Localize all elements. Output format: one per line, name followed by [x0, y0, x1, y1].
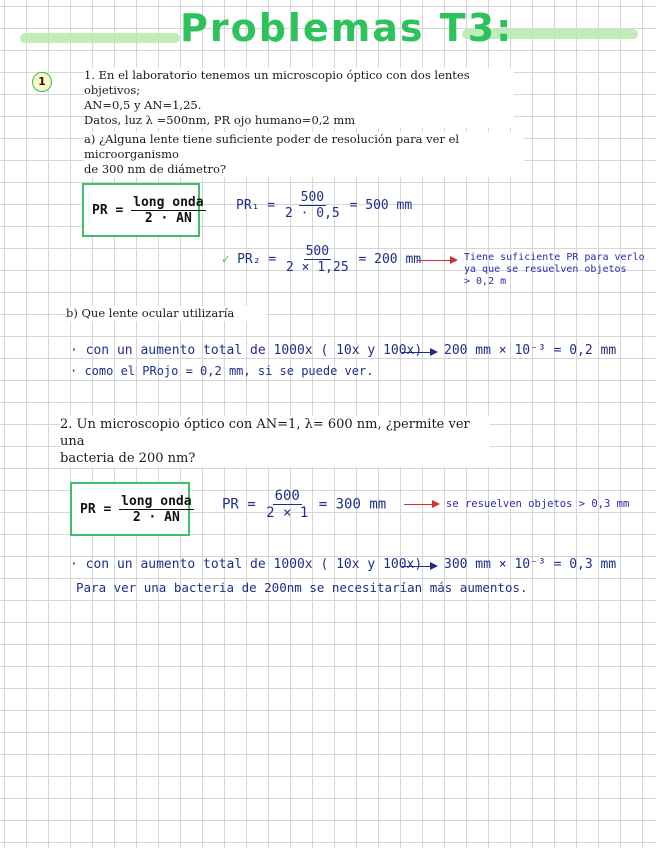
problem2-statement	[60, 416, 490, 467]
formula2-lhs: PR =	[80, 502, 112, 517]
answer2-line2: Para ver una bacteria de 200nm se necesitarían más aumentos.	[76, 580, 528, 595]
formula-box-2	[70, 482, 190, 536]
problem2-line1: 2. Un microscopio óptico con AN=1, λ= 600 nm, ¿permite ver una	[60, 417, 470, 449]
pr1-result: = 500 mm	[349, 198, 413, 213]
answer-b-calc: 200 mm × 10⁻³ = 0,2 mm	[444, 343, 617, 358]
pr3-fraction	[264, 488, 310, 521]
pr2-note-line1: Tiene suficiente PR para verlo	[464, 252, 645, 263]
formula1-numerator: long onda	[133, 195, 204, 210]
arrow-right-icon	[418, 260, 456, 261]
pr2-lhs: PR₂ =	[237, 252, 277, 267]
pr2-result: = 200 mm	[358, 252, 422, 267]
arrow-right-icon	[402, 566, 436, 567]
problem2-line2: bacteria de 200 nm?	[60, 451, 196, 466]
pr3-denominator: 2 × 1	[266, 505, 309, 521]
problem1-line3: Datos, luz λ =500nm, PR ojo humano=0,2 mm	[84, 113, 356, 127]
pr2-note-line3: > 0,2 m	[464, 276, 507, 287]
pr3-equation	[222, 488, 386, 521]
pr3-result: = 300 mm	[318, 496, 387, 513]
question-a-line1: a) ¿Alguna lente tiene suficiente poder de resolución para ver el microorganismo	[84, 132, 460, 161]
formula2-denominator: 2 · AN	[132, 510, 180, 525]
problem1-line2: AN=0,5 y AN=1,25.	[84, 98, 202, 112]
question-b: b) Que lente ocular utilizaría	[66, 306, 266, 321]
arrow-right-icon	[404, 504, 438, 505]
pr3-lhs: PR =	[222, 496, 256, 513]
formula2-numerator: long onda	[121, 494, 192, 509]
pr3-note: se resuelven objetos > 0,3 mm	[446, 498, 630, 510]
question-a-line2: de 300 nm de diámetro?	[84, 162, 227, 176]
formula2-fraction	[119, 494, 193, 525]
formula1-fraction	[131, 195, 205, 226]
pr2-denominator: 2 × 1,25	[286, 260, 349, 275]
problem-number-badge: 1	[32, 72, 52, 92]
arrow-right-icon	[402, 352, 436, 353]
answer2-line1: · con un aumento total de 1000x ( 10x y 100x)	[70, 557, 423, 572]
pr1-numerator: 500	[300, 190, 325, 205]
pr2-note-line2: ya que se resuelven objetos	[464, 264, 627, 275]
question-a	[84, 132, 524, 177]
pr2-note	[464, 252, 645, 288]
formula-box-1	[82, 183, 204, 237]
pr2-fraction	[284, 244, 351, 275]
pr1-denominator: 2 · 0,5	[284, 206, 340, 221]
pr1-lhs: PR₁ =	[236, 198, 276, 213]
formula1-denominator: 2 · AN	[144, 211, 192, 226]
title-highlight-left	[20, 33, 180, 43]
check-icon: ✓	[222, 252, 230, 266]
pr3-numerator: 600	[274, 488, 300, 504]
problem1-statement	[84, 68, 514, 128]
answer-b-line1: · con un aumento total de 1000x ( 10x y 100x)	[70, 343, 423, 358]
formula1-lhs: PR =	[92, 203, 124, 218]
problem1-line1: 1. En el laboratorio tenemos un microscopio óptico con dos lentes objetivos;	[84, 68, 470, 97]
answer2-calc: 300 mm × 10⁻³ = 0,3 mm	[444, 557, 617, 572]
answer-b-line2: · como el PRojo = 0,2 mm, si se puede ver.	[70, 364, 374, 378]
pr1-equation	[236, 190, 412, 221]
pr2-numerator: 500	[305, 244, 330, 259]
pr1-fraction	[283, 190, 342, 221]
pr2-equation	[222, 244, 421, 275]
page-title: Problemas T3:	[180, 6, 514, 50]
